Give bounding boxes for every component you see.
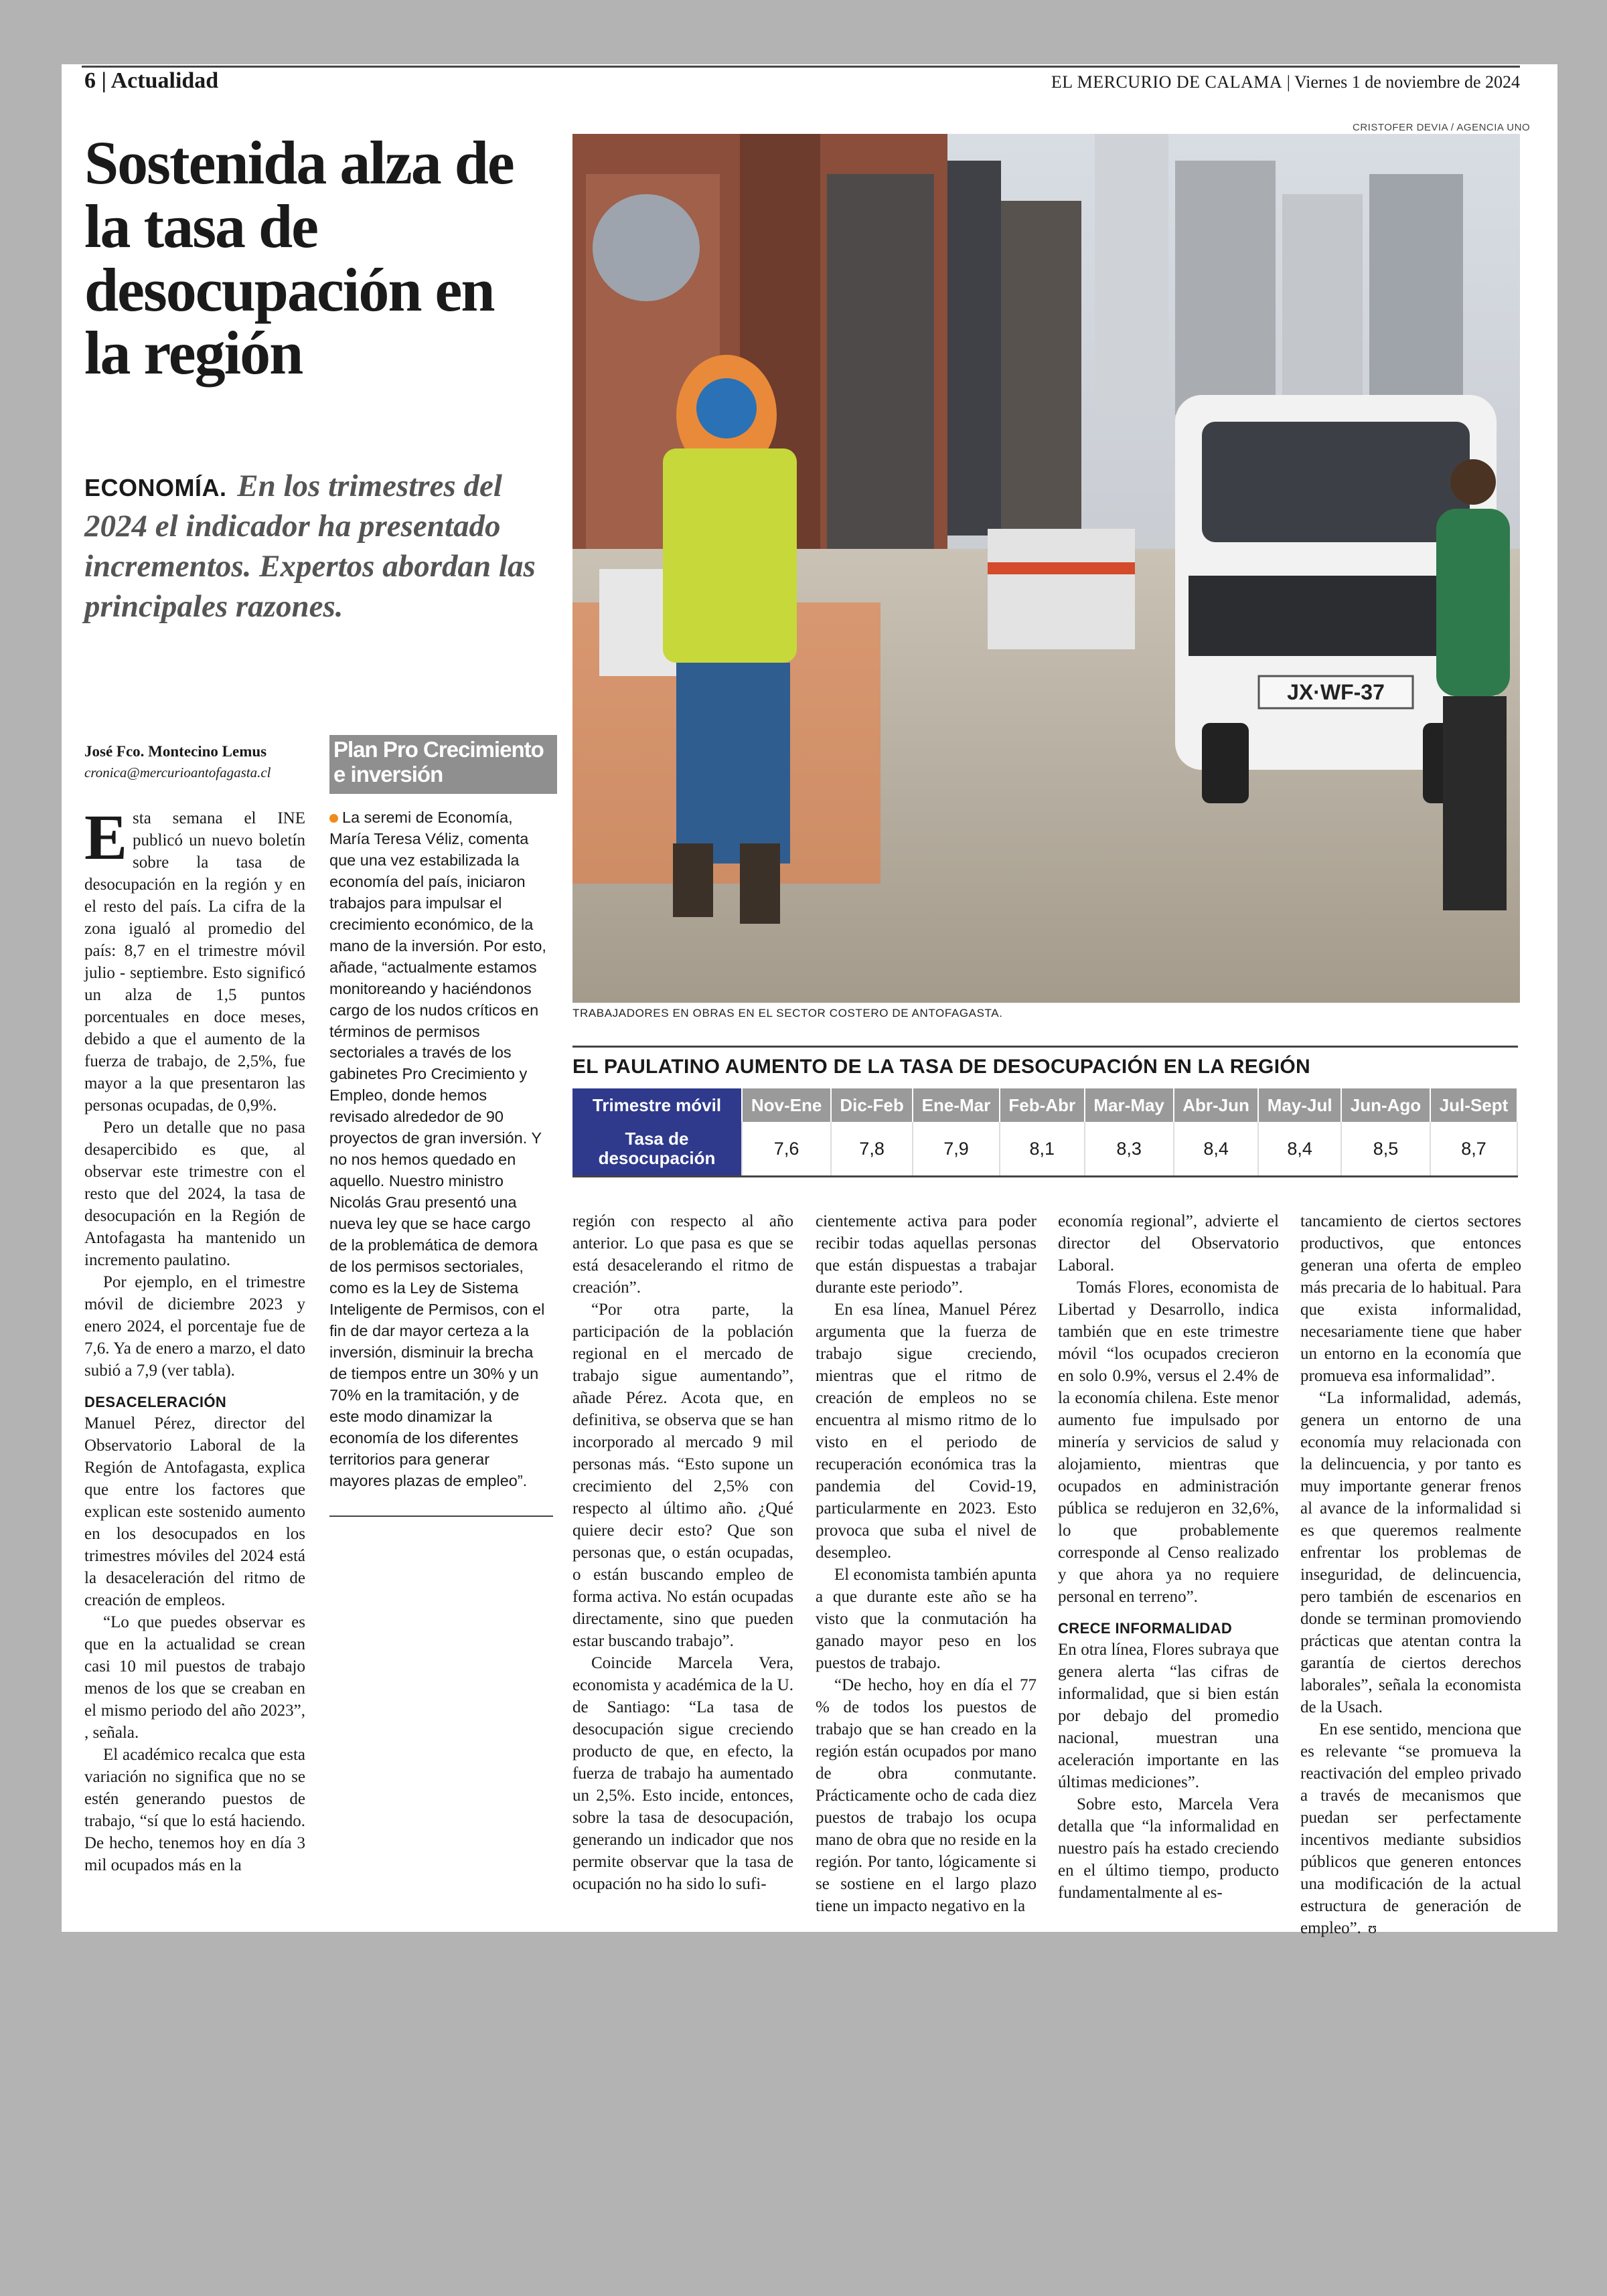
table-header-row <box>572 1088 1517 1122</box>
article-column-1 <box>84 801 305 1876</box>
period-header: Abr-Jun <box>1174 1088 1259 1122</box>
table-cell: 8,7 <box>1430 1122 1517 1177</box>
period-header: Nov-Ene <box>742 1088 831 1122</box>
value-row-header: Tasa de desocupación <box>572 1122 742 1177</box>
table-title: EL PAULATINO AUMENTO DE LA TASA DE DESOCUPACIÓN EN LA REGIÓN <box>572 1046 1518 1078</box>
table-cell: 7,6 <box>742 1122 831 1177</box>
section-name: Actualidad <box>110 68 219 93</box>
unemployment-table <box>572 1088 1518 1177</box>
table-cell: 8,3 <box>1085 1122 1174 1177</box>
truck-license-plate: JX·WF-37 <box>1287 680 1385 704</box>
page-header-right: EL MERCURIO DE CALAMA | Viernes 1 de noviembre de 2024 <box>1051 72 1520 92</box>
period-header: Feb-Abr <box>1000 1088 1085 1122</box>
table-cell: 8,4 <box>1258 1122 1341 1177</box>
bullet-dot-icon <box>329 814 338 823</box>
author-byline: José Fco. Montecino Lemus <box>84 743 267 760</box>
photo-credit: CRISTOFER DEVIA / AGENCIA UNO <box>1353 122 1531 133</box>
paragraph: Sobre esto, Marcela Vera detalla que “la informalidad en nuestro país ha estado creciendo en el último tiempo, producto fundamentalmente al es- <box>1058 1795 1279 1902</box>
paragraph: tancamiento de ciertos sectores productivos, que entonces generan una oferta de empleo más precaria de lo habitual. Para que exista informalidad, necesariamente tiene que haber un entorno en la economía que promueva esa informalidad”. <box>1300 1212 1521 1385</box>
paragraph <box>1300 1718 1521 1940</box>
subheading-desaceleracion: DESACELERACIÓN <box>84 1394 227 1410</box>
paragraph: “Lo que puedes observar es que en la actualidad se crean casi 10 mil puestos de trabajo menos de los que se creaban en el mismo periodo del año 2023”, , señala. <box>84 1613 305 1742</box>
paragraph: Pero un detalle que no pasa desapercibido es que, al observar este trimestre con el resto que del 2024, la tasa de desocupación en la Región de Antofagasta ha mantenido un incremento paulatino. <box>84 1119 305 1269</box>
paragraph-text: sta semana el INE publicó un nuevo boletín sobre la tasa de desocupación en la región y en el resto del país. La cifra de la zona igualó al promedio del país: 8,7 en el trimestre móvil julio - septiembre. Esto significó un alza de 1,5 puntos porcentuales en doce meses, debido a que el aumento de la fuerza de trabajo, de 2,5%, fue mayor a la que presentaron las personas ocupadas, de 0,9%. <box>84 809 305 1115</box>
paragraph: economía regional”, advierte el director del Observatorio Laboral. <box>1058 1212 1279 1275</box>
deck-kicker: ECONOMÍA. <box>84 474 227 501</box>
sidebar-body <box>329 807 550 1492</box>
subheading-crece-informalidad: CRECE INFORMALIDAD <box>1058 1620 1233 1637</box>
article-column-3 <box>572 1210 793 1895</box>
paragraph: “La informalidad, además, genera un entorno de una economía muy relacionada con la delincuencia, y por tanto es muy importante generar frenos al avance de la informalidad si es que queremos realmente enfrentar los problemas de inseguridad, de delincuencia, pero también de escenarios en donde se terminan promoviendo prácticas que atentan contra la garantía de ciertos derechos laborales”, señala la economista de la Usach. <box>1300 1389 1521 1716</box>
table-cell: 7,9 <box>913 1122 1000 1177</box>
paragraph: En otra línea, Flores subraya que genera alerta “las cifras de informalidad, que si bien están por debajo del promedio nacional, muestran una aceleración importante en las últimas mediciones”. <box>1058 1641 1279 1791</box>
page-number: 6 <box>84 68 96 93</box>
paragraph: “Por otra parte, la participación de la población regional en el mercado de trabajo sigue aumentando”, añade Pérez. Acota que, en definitiva, se observa que se han incorporado al mercado 9 mil personas más. “Esto supone un crecimiento del 2,5% con respecto al último año. ¿Qué quiere decir esto? Que son personas que, o están ocupadas, o están buscando empleo de forma activa. No están ocupadas directamente, sino que pueden estar buscando trabajo”. <box>572 1301 793 1650</box>
newspaper-name: EL MERCURIO DE CALAMA <box>1051 72 1283 92</box>
paragraph: Tomás Flores, economista de Libertad y Desarrollo, indica también que en este trimestre móvil “los ocupados crecieron en solo 0.9%, versus el 2.4% de la economía chilena. Este menor aumento fue impulsado por minería y servicios de salud y alojamiento, mientras que ocupados en administración pública se redujeron en 32,6%, lo que probablemente corresponde al Censo realizado y que ahora ya no requiere personal en terreno”. <box>1058 1279 1279 1606</box>
period-header: Mar-May <box>1085 1088 1174 1122</box>
article-headline: Sostenida alza de la tasa de desocupación en la región <box>84 129 514 388</box>
paragraph <box>84 801 305 1117</box>
period-header: Dic-Feb <box>831 1088 913 1122</box>
deck-text: En los trimestres del 2024 el indicador ha presentado incrementos. Expertos abordan las principales razones. <box>84 469 536 625</box>
paragraph: Manuel Pérez, director del Observatorio Laboral de la Región de Antofagasta, explica que entre los factores que explican este sostenido aumento en los desocupados en los trimestres móviles del 2024 está la desaceleración del ritmo de creación de empleos. <box>84 1414 305 1609</box>
sidebar-text: La seremi de Economía, María Teresa Véliz, comenta que una vez estabilizada la economía del país, iniciaron trabajos para impulsar el crecimiento económico, de la mano de la inversión. Por esto, añade, “actualmente estamos monitoreando y haciéndonos cargo de los nudos críticos en términos de permisos sectoriales a través de los gabinetes Pro Crecimiento y Empleo, donde hemos revisado alrededor de 90 proyectos de gran inversión. Y no nos hemos quedado en aquello. Nuestro ministro Nicolás Grau presentó una nueva ley que se hace cargo de la problemática de demora de los permisos sectoriales, como es la Ley de Sistema Inteligente de Permisos, con el fin de dar mayor certeza a la inversión, disminuir la brecha de tiempos entre un 30% y un 70% en la tramitación, y de este modo dinamizar la economía de los diferentes territorios para generar mayores plazas de empleo”. <box>329 809 546 1489</box>
sidebar-title: Plan Pro Crecimiento e inversión <box>329 735 557 794</box>
table-cell: 8,1 <box>1000 1122 1085 1177</box>
table-row <box>572 1122 1517 1177</box>
paragraph: El economista también apunta a que durante este año se ha visto que la conmutación ha ganado mayor peso en los puestos de trabajo. <box>816 1566 1037 1672</box>
period-header: Jul-Sept <box>1430 1088 1517 1122</box>
table-row-header: Trimestre móvil <box>572 1088 742 1122</box>
paragraph: En esa línea, Manuel Pérez argumenta que la fuerza de trabajo sigue creciendo, mientras que el ritmo de creación de empleos no se encuentra al mismo ritmo de lo visto en el periodo de recuperación económica tras la pandemia del Covid-19, particularmente en 2023. Esto provoca que suba el nivel de desempleo. <box>816 1301 1037 1562</box>
article-column-5 <box>1058 1210 1279 1904</box>
paragraph: Por ejemplo, en el trimestre móvil de diciembre 2023 y enero 2024, el porcentaje fue de 7,6. Ya de enero a marzo, el dato subió a 7,9 (ver tabla). <box>84 1273 305 1380</box>
article-column-4 <box>816 1210 1037 1917</box>
paragraph: región con respecto al año anterior. Lo que pasa es que se está desacelerando el ritmo de creación”. <box>572 1212 793 1297</box>
photo-caption: TRABAJADORES EN OBRAS EN EL SECTOR COSTERO DE ANTOFAGASTA. <box>572 1007 1003 1019</box>
page-header-left: 6 | Actualidad <box>84 68 219 93</box>
article-column-6 <box>1300 1210 1521 1940</box>
paragraph: cientemente activa para poder recibir todas aquellas personas que están dispuestas a trabajar durante este periodo”. <box>816 1212 1037 1297</box>
paragraph: “De hecho, hoy en día el 77 % de todos los puestos de trabajo que se han creado en la región están ocupados por mano de obra conmutante. Prácticamente ocho de cada diez puestos de trabajo los ocupa mano de obra que no reside en la región. Por tanto, lógicamente si se sostiene en el largo plazo tiene un impacto negativo en la <box>816 1676 1037 1915</box>
period-header: Jun-Ago <box>1341 1088 1430 1122</box>
period-header: May-Jul <box>1258 1088 1341 1122</box>
drop-cap: E <box>84 801 128 873</box>
paragraph: El académico recalca que esta variación no significa que no se estén generando puestos de trabajo, “sí que lo está haciendo. De hecho, tenemos hoy en día 3 mil ocupados más en la <box>84 1746 305 1874</box>
end-mark-icon: ʊ <box>1367 1920 1377 1937</box>
street-works-photo <box>572 134 1520 1003</box>
paragraph-text: En ese sentido, menciona que es relevante “se promueva la reactivación del empleo privado a través de mecanismos que puedan ser perfectamente incentivos mediante subsidios públicos que generen entonces una modificación de la actual estructura de generación de empleo”. <box>1300 1720 1521 1937</box>
table-cell: 8,4 <box>1174 1122 1259 1177</box>
article-photo <box>572 134 1520 1003</box>
sidebar-rule <box>329 1515 553 1517</box>
article-deck <box>84 466 553 627</box>
period-header: Ene-Mar <box>913 1088 1000 1122</box>
issue-date: Viernes 1 de noviembre de 2024 <box>1294 72 1520 92</box>
table-cell: 7,8 <box>831 1122 913 1177</box>
header-rule <box>82 66 1520 68</box>
paragraph: Coincide Marcela Vera, economista y académica de la U. de Santiago: “La tasa de desocupación sigue creciendo producto de que, en efecto, la fuerza de trabajo ha aumentado un 2,5%. Esto incide, entonces, sobre la tasa de desocupación, generando un indicador que nos permite observar que la tasa de ocupación no ha sido lo sufi- <box>572 1654 793 1893</box>
table-cell: 8,5 <box>1341 1122 1430 1177</box>
author-email: cronica@mercurioantofagasta.cl <box>84 764 271 781</box>
